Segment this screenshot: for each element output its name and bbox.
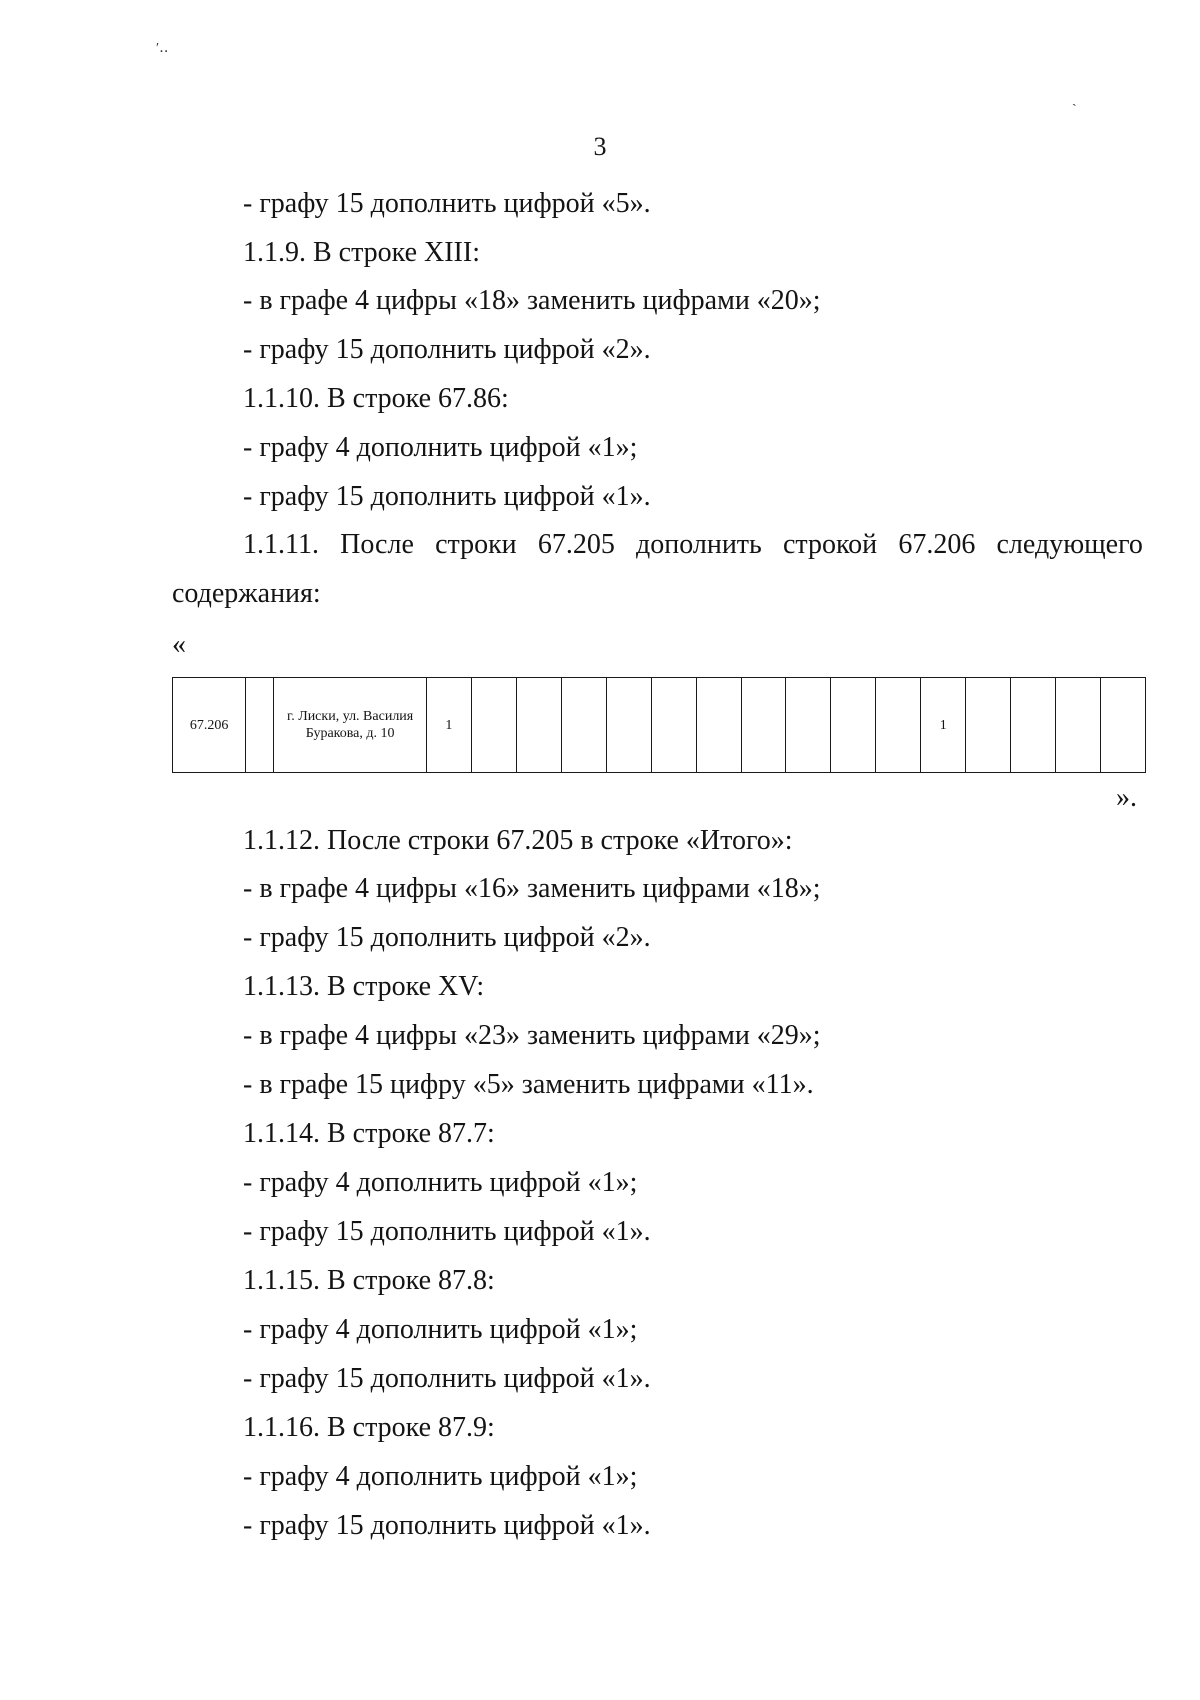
text-line: - графу 15 дополнить цифрой «5». <box>243 188 651 219</box>
justified-paragraph-line <box>243 527 1143 563</box>
paragraph-continuation: содержания: <box>172 578 321 609</box>
text-line: - в графе 4 цифры «23» заменить цифрами «29»; <box>243 1020 821 1051</box>
text-line: 1.1.9. В строке XIII: <box>243 237 480 268</box>
word: следующего <box>996 529 1143 560</box>
table-cell <box>471 678 516 773</box>
scan-mark: ′‥ <box>156 41 169 56</box>
col4-cell: 1 <box>426 678 471 773</box>
table-row <box>173 678 1146 773</box>
opening-quote: « <box>172 629 186 660</box>
text-line: - графу 4 дополнить цифрой «1»; <box>243 1461 638 1492</box>
col15-cell: 1 <box>921 678 966 773</box>
text-line: 1.1.10. В строке 67.86: <box>243 383 509 414</box>
text-line: - в графе 4 цифры «16» заменить цифрами «18»; <box>243 873 821 904</box>
word: строки <box>435 529 517 560</box>
table-cell <box>651 678 696 773</box>
text-line: 1.1.14. В строке 87.7: <box>243 1118 495 1149</box>
table-cell <box>606 678 651 773</box>
text-line: 1.1.16. В строке 87.9: <box>243 1412 495 1443</box>
table-cell <box>1056 678 1101 773</box>
table-cell <box>1011 678 1056 773</box>
table-cell <box>246 678 274 773</box>
table-cell <box>561 678 606 773</box>
table-cell <box>876 678 921 773</box>
text-line: - графу 15 дополнить цифрой «2». <box>243 334 651 365</box>
text-line: - графу 15 дополнить цифрой «1». <box>243 1363 651 1394</box>
table-cell <box>696 678 741 773</box>
text-line: - графу 15 дополнить цифрой «1». <box>243 1510 651 1541</box>
page-number: 3 <box>593 132 607 161</box>
table-cell <box>786 678 831 773</box>
word: 67.205 <box>537 529 615 560</box>
text-line: - графу 4 дополнить цифрой «1»; <box>243 432 638 463</box>
table-cell <box>1101 678 1146 773</box>
scan-mark: ˏ <box>1072 92 1077 107</box>
table-cell <box>516 678 561 773</box>
word: После <box>340 529 414 560</box>
text-line: - графу 15 дополнить цифрой «1». <box>243 1216 651 1247</box>
text-line: - графу 4 дополнить цифрой «1»; <box>243 1314 638 1345</box>
table-cell <box>966 678 1011 773</box>
table-cell <box>831 678 876 773</box>
text-line: - графу 15 дополнить цифрой «1». <box>243 481 651 512</box>
text-line: 1.1.15. В строке 87.8: <box>243 1265 495 1296</box>
address-cell: г. Лиски, ул. Василия Буракова, д. 10 <box>274 678 427 773</box>
text-line: - в графе 4 цифры «18» заменить цифрами «20»; <box>243 285 821 316</box>
text-line: - графу 4 дополнить цифрой «1»; <box>243 1167 638 1198</box>
row-number-cell: 67.206 <box>173 678 246 773</box>
word: 1.1.11. <box>243 529 319 560</box>
table-cell <box>741 678 786 773</box>
text-line: 1.1.13. В строке XV: <box>243 971 485 1002</box>
closing-quote: ». <box>1116 782 1137 813</box>
text-line: - в графе 15 цифру «5» заменить цифрами «11». <box>243 1069 814 1100</box>
inserted-table-row <box>172 677 1146 773</box>
text-line: 1.1.12. После строки 67.205 в строке «Итого»: <box>243 825 793 856</box>
word: строкой <box>782 529 878 560</box>
word: дополнить <box>636 529 762 560</box>
text-line: - графу 15 дополнить цифрой «2». <box>243 922 651 953</box>
word: 67.206 <box>898 529 976 560</box>
